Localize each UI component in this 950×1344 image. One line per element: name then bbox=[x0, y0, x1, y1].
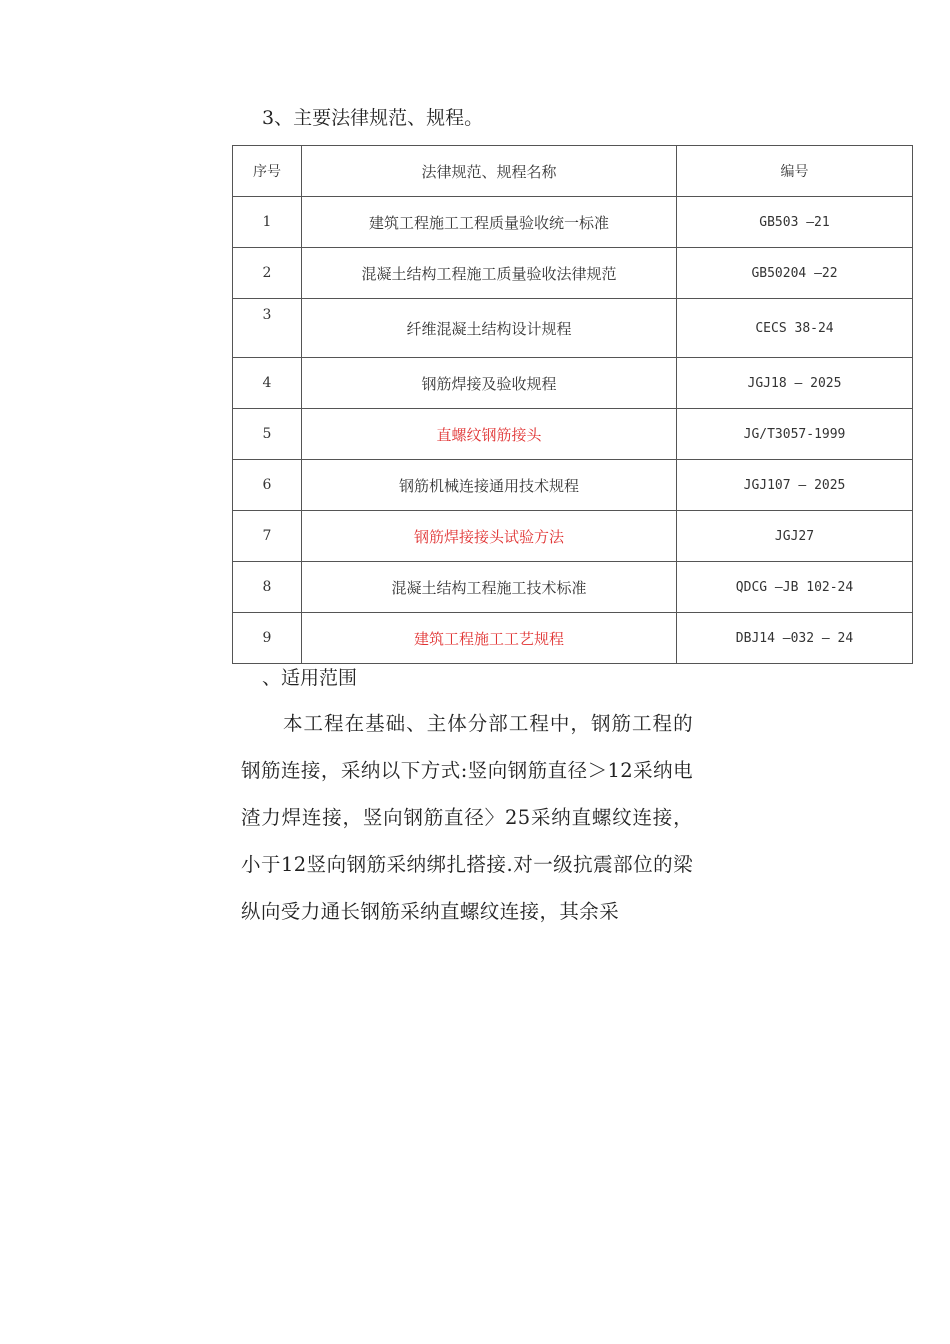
row-name: 混凝土结构工程施工技术标准 bbox=[302, 562, 677, 613]
table-row bbox=[233, 358, 913, 409]
table-row bbox=[233, 299, 913, 358]
table-row bbox=[233, 613, 913, 664]
table-row bbox=[233, 562, 913, 613]
row-code: JGJ107 — 2025 bbox=[677, 460, 913, 511]
row-code: GB503 —21 bbox=[677, 197, 913, 248]
header-seq: 序号 bbox=[233, 146, 302, 197]
header-name: 法律规范、规程名称 bbox=[302, 146, 677, 197]
row-name: 钢筋机械连接通用技术规程 bbox=[302, 460, 677, 511]
table-row bbox=[233, 197, 913, 248]
row-seq: 4 bbox=[233, 358, 302, 409]
row-seq: 2 bbox=[233, 248, 302, 299]
table-header-row bbox=[233, 146, 913, 197]
row-seq: 8 bbox=[233, 562, 302, 613]
row-seq: 1 bbox=[233, 197, 302, 248]
row-code: JG/T3057-1999 bbox=[677, 409, 913, 460]
scope-heading: 、适用范围 bbox=[262, 667, 358, 689]
row-name: 直螺纹钢筋接头 bbox=[302, 409, 677, 460]
row-seq: 6 bbox=[233, 460, 302, 511]
scope-paragraph: 本工程在基础、主体分部工程中，钢筋工程的钢筋连接，采纳以下方式:竖向钢筋直径＞12采纳电渣力焊连接，竖向钢筋直径〉25采纳直螺纹连接，小于12竖向钢筋采纳绑扎搭接.对一级抗震部位的梁纵向受力通长钢筋采纳直螺纹连接，其余采 bbox=[241, 712, 693, 923]
row-name: 钢筋焊接接头试验方法 bbox=[302, 511, 677, 562]
row-code: JGJ18 — 2025 bbox=[677, 358, 913, 409]
row-seq: 9 bbox=[233, 613, 302, 664]
row-code: JGJ27 bbox=[677, 511, 913, 562]
table-row bbox=[233, 248, 913, 299]
row-name: 钢筋焊接及验收规程 bbox=[302, 358, 677, 409]
section-heading: 3、主要法律规范、规程。 bbox=[262, 107, 484, 129]
row-name: 混凝土结构工程施工质量验收法律规范 bbox=[302, 248, 677, 299]
header-code: 编号 bbox=[677, 146, 913, 197]
row-code: QDCG —JB 102-24 bbox=[677, 562, 913, 613]
row-name: 建筑工程施工工程质量验收统一标准 bbox=[302, 197, 677, 248]
regulations-table bbox=[232, 145, 913, 664]
row-seq: 3 bbox=[233, 299, 302, 358]
table-row bbox=[233, 409, 913, 460]
row-code: GB50204 —22 bbox=[677, 248, 913, 299]
row-code: CECS 38-24 bbox=[677, 299, 913, 358]
row-name: 建筑工程施工工艺规程 bbox=[302, 613, 677, 664]
row-seq: 5 bbox=[233, 409, 302, 460]
row-seq: 7 bbox=[233, 511, 302, 562]
table-row bbox=[233, 460, 913, 511]
row-code: DBJ14 —032 — 24 bbox=[677, 613, 913, 664]
table-row bbox=[233, 511, 913, 562]
row-name: 纤维混凝土结构设计规程 bbox=[302, 299, 677, 358]
